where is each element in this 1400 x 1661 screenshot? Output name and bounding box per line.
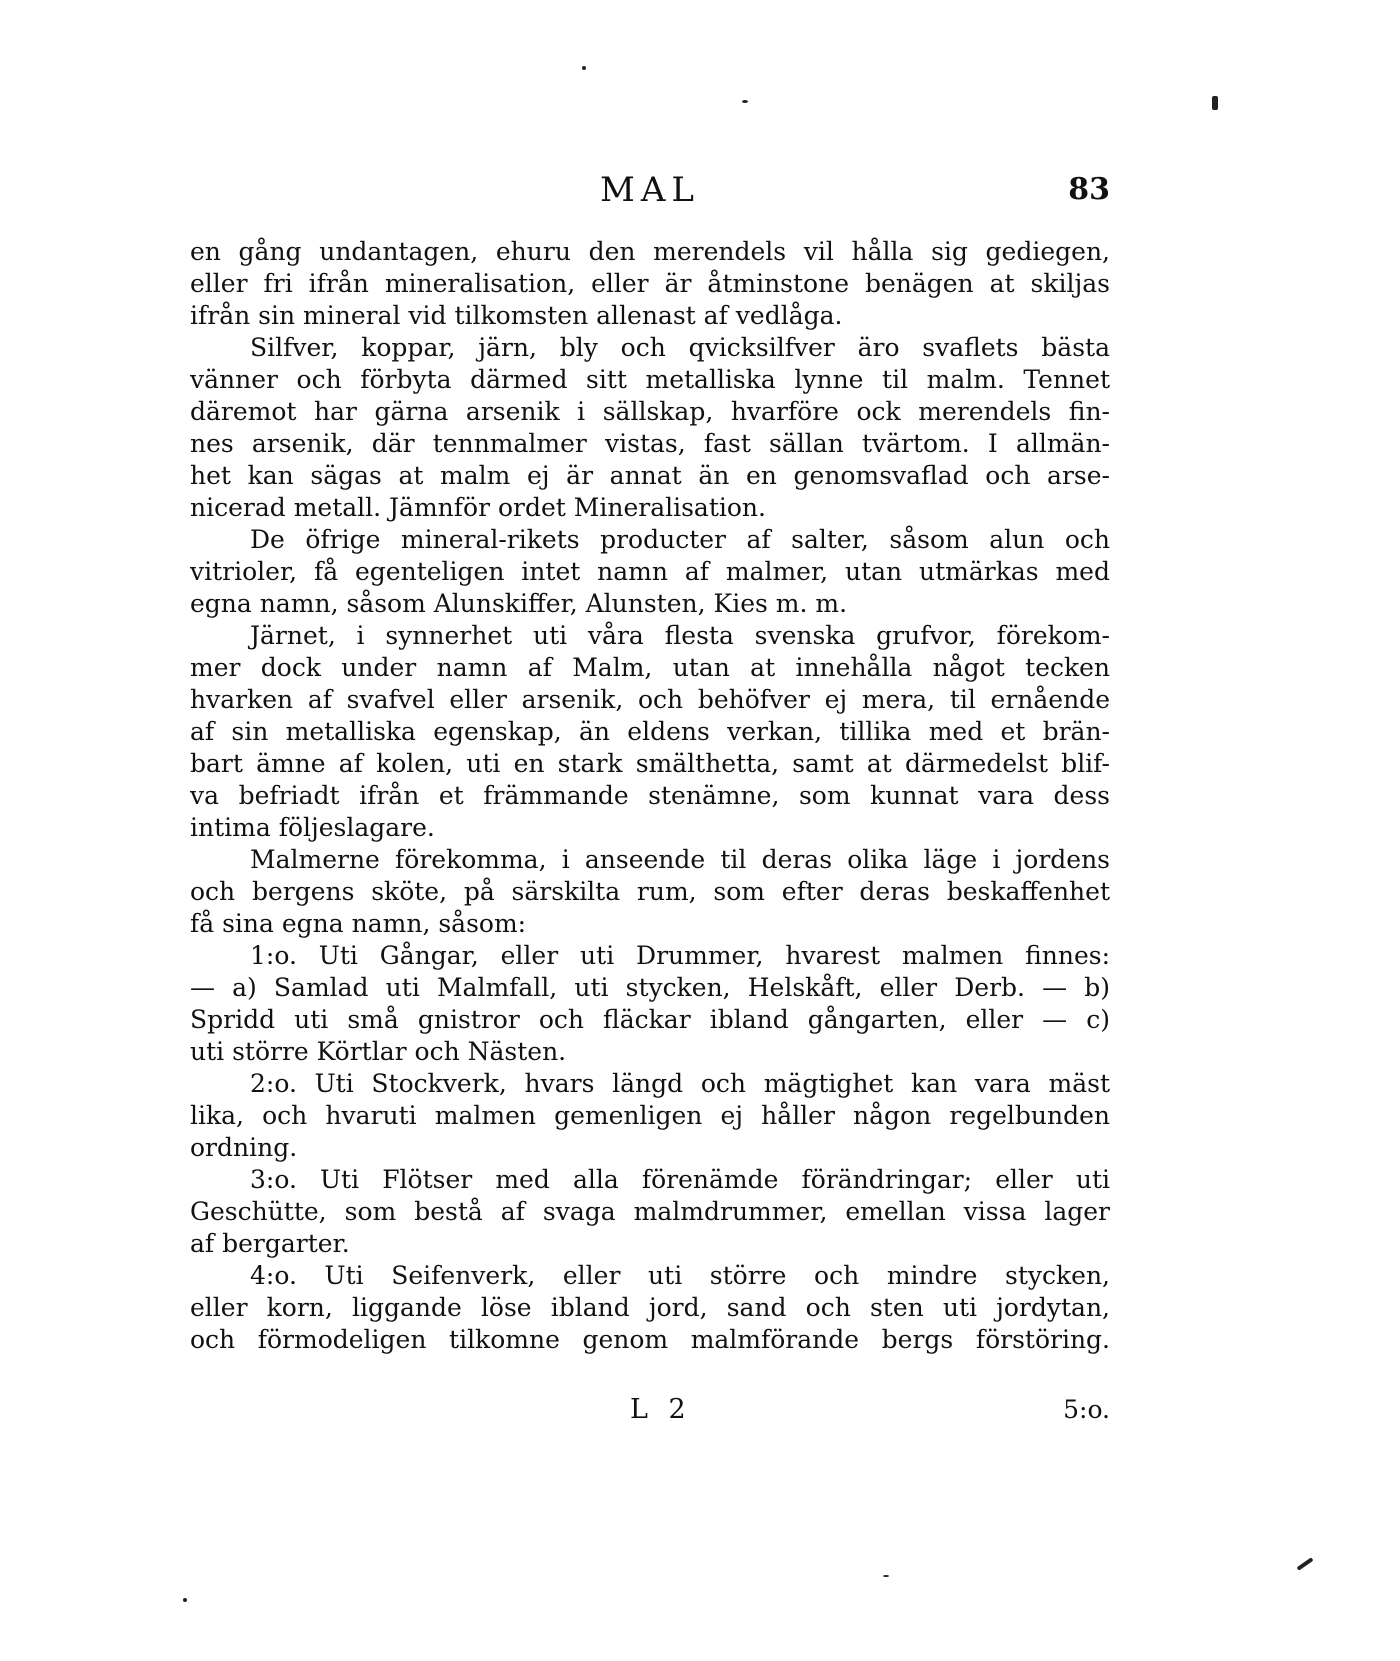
signature-mark: L 2 bbox=[630, 1394, 692, 1425]
text-line: va befriadt ifrån et främmande stenämne, som kunnat vara dess bbox=[190, 781, 1110, 810]
scan-speck bbox=[742, 100, 748, 103]
text-line: af sin metalliska egenskap, än eldens verkan, tillika med et brän- bbox=[190, 717, 1110, 746]
text-line: egna namn, såsom Alunskiffer, Alunsten, Kies m. m. bbox=[190, 589, 848, 618]
catchword: 5:o. bbox=[1063, 1395, 1110, 1424]
text-line: nes arsenik, där tennmalmer vistas, fast sällan tvärtom. I allmän- bbox=[190, 429, 1110, 458]
text-line: vänner och förbyta därmed sitt metalliska lynne til malm. Tennet bbox=[190, 365, 1110, 394]
text-line: ordning. bbox=[190, 1133, 298, 1162]
text-line: lika, och hvaruti malmen gemenligen ej håller någon regelbunden bbox=[190, 1101, 1110, 1130]
text-line: het kan sägas at malm ej är annat än en genomsvaflad och arse- bbox=[190, 461, 1110, 490]
text-line: intima följeslagare. bbox=[190, 813, 435, 842]
text-line: De öfrige mineral-rikets producter af salter, såsom alun och bbox=[250, 525, 1110, 554]
text-line: bart ämne af kolen, uti en stark smälthetta, samt at därmedelst blif- bbox=[190, 749, 1110, 778]
text-line: 2:o. Uti Stockverk, hvars längd och mägtighet kan vara mäst bbox=[250, 1069, 1110, 1098]
text-line: Spridd uti små gnistror och fläckar ibland gångarten, eller — c) bbox=[190, 1005, 1110, 1034]
text-line: Järnet, i synnerhet uti våra flesta svenska grufvor, förekom- bbox=[250, 621, 1110, 650]
page-number: 83 bbox=[1068, 172, 1110, 207]
text-line: 4:o. Uti Seifenverk, eller uti större och mindre stycken, bbox=[250, 1261, 1110, 1290]
body-text bbox=[190, 236, 1110, 1356]
text-line: eller korn, liggande löse ibland jord, sand och sten uti jordytan, bbox=[190, 1293, 1110, 1322]
text-line: mer dock under namn af Malm, utan at innehålla något tecken bbox=[190, 653, 1110, 682]
text-line: — a) Samlad uti Malmfall, uti stycken, Helskåft, eller Derb. — b) bbox=[190, 973, 1110, 1002]
scan-speck bbox=[1212, 96, 1218, 110]
text-line: däremot har gärna arsenik i sällskap, hvarföre ock merendels fin- bbox=[190, 397, 1110, 426]
scan-speck bbox=[883, 1575, 889, 1577]
text-line: af bergarter. bbox=[190, 1229, 350, 1258]
text-line: nicerad metall. Jämnför ordet Mineralisation. bbox=[190, 493, 766, 522]
page-footer bbox=[190, 1392, 1110, 1428]
text-line: Geschütte, som bestå af svaga malmdrummer, emellan vissa lager bbox=[190, 1197, 1110, 1226]
scan-speck bbox=[582, 66, 586, 70]
text-line: uti större Körtlar och Nästen. bbox=[190, 1037, 567, 1066]
scan-speck bbox=[183, 1598, 187, 1602]
text-line: Malmerne förekomma, i anseende til deras olika läge i jordens bbox=[250, 845, 1110, 874]
text-line: ifrån sin mineral vid tilkomsten allenast af vedlåga. bbox=[190, 301, 843, 330]
scan-speck bbox=[1296, 1557, 1313, 1571]
text-line: 1:o. Uti Gångar, eller uti Drummer, hvarest malmen finnes: bbox=[250, 941, 1110, 970]
running-head bbox=[190, 168, 1110, 212]
text-line: 3:o. Uti Flötser med alla förenämde förändringar; eller uti bbox=[250, 1165, 1110, 1194]
running-head-title: MAL bbox=[600, 170, 700, 210]
text-line: och bergens sköte, på särskilta rum, som efter deras beskaffenhet bbox=[190, 877, 1110, 906]
text-line: Silfver, koppar, järn, bly och qvicksilfver äro svaflets bästa bbox=[250, 333, 1110, 362]
text-line: få sina egna namn, såsom: bbox=[190, 909, 527, 938]
text-line: hvarken af svafvel eller arsenik, och behöfver ej mera, til ernående bbox=[190, 685, 1110, 714]
text-line: och förmodeligen tilkomne genom malmförande bergs förstöring. bbox=[190, 1325, 1110, 1354]
text-line: en gång undantagen, ehuru den merendels vil hålla sig gediegen, bbox=[190, 237, 1110, 266]
text-line: eller fri ifrån mineralisation, eller är åtminstone benägen at skiljas bbox=[190, 269, 1110, 298]
text-line: vitrioler, få egenteligen intet namn af malmer, utan utmärkas med bbox=[190, 557, 1110, 586]
